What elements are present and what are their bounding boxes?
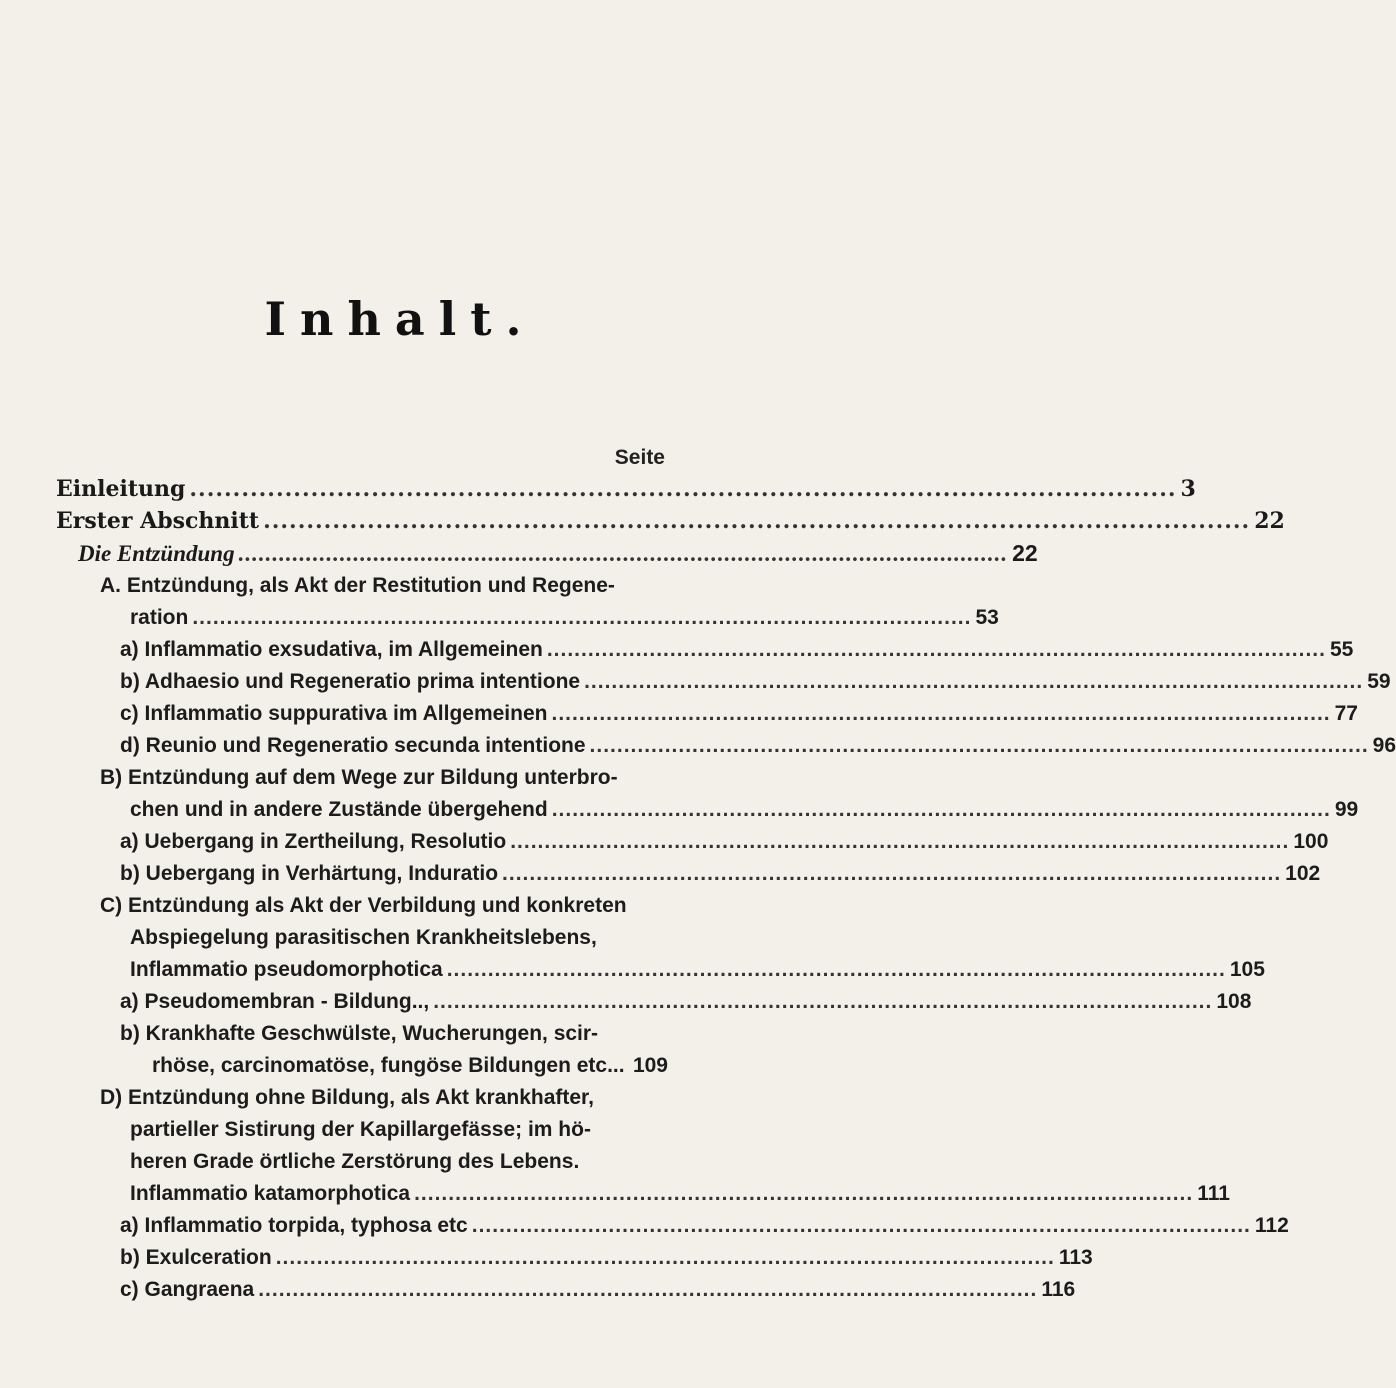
leader-dots: ..................................................................................................................: [258, 1278, 1038, 1301]
toc-entry-text: chen und in andere Zustände übergehend: [130, 798, 548, 821]
toc-entry-text: partieller Sistirung der Kapillargefässe; im hö-: [130, 1118, 591, 1141]
toc-entry-text: ration: [130, 606, 189, 629]
leader-dots: ..................................................................................................................: [238, 541, 1009, 566]
toc-entry-page: 102: [1285, 862, 1321, 885]
toc-entry-text: Abspiegelung parasitischen Krankheitslebens,: [130, 926, 597, 949]
toc-entry-page: 116: [1041, 1278, 1076, 1301]
toc-entry-erster-abschnitt: [56, 508, 1285, 534]
toc-entry-text: Inflammatio pseudomorphotica: [130, 958, 443, 981]
toc-entry-einleitung: [56, 476, 1196, 502]
leader-dots: ..................................................................................................................: [263, 508, 1251, 534]
toc-entry-page: 22: [1254, 508, 1285, 534]
toc-entry-text: c) Gangraena: [120, 1278, 255, 1301]
leader-dots: ..................................................................................................................: [471, 1214, 1251, 1237]
leader-dots: ..................................................................................................................: [275, 1246, 1055, 1269]
toc-entry-text: Inflammatio katamorphotica: [130, 1182, 411, 1205]
toc-entry-page: 108: [1216, 990, 1252, 1013]
toc-entry-text: a) Inflammatio torpida, typhosa etc: [120, 1214, 468, 1237]
leader-dots: ..................................................................................................................: [414, 1182, 1194, 1205]
toc-entry-text: c) Inflammatio suppurativa im Allgemeinen: [120, 702, 548, 725]
toc-entry-page: 3: [1180, 476, 1196, 502]
toc-entry-page: 99: [1334, 798, 1359, 821]
leader-dots: ..................................................................................................................: [502, 862, 1282, 885]
page-title: Inhalt.: [264, 292, 536, 346]
toc-entry-text: d) Reunio und Regeneratio secunda intentione: [120, 734, 586, 757]
toc-entry-text: Erster Abschnitt: [56, 508, 260, 534]
toc-entry-text: heren Grade örtliche Zerstörung des Lebens.: [130, 1150, 580, 1173]
toc-entry-page: 100: [1293, 830, 1329, 853]
toc-entry-text: Die Entzündung: [78, 541, 235, 566]
toc-entry-page: 109: [632, 1054, 668, 1077]
leader-dots: ..................................................................................................................: [510, 830, 1290, 853]
leader-dots: ..................................................................................................................: [551, 798, 1331, 821]
toc-entry-text: B) Entzündung auf dem Wege zur Bildung unterbro-: [100, 766, 618, 789]
toc-entry-page: 112: [1254, 1214, 1289, 1237]
leader-dots: ..................................................................................................................: [584, 670, 1364, 693]
toc-entry-text: a) Uebergang in Zertheilung, Resolutio: [120, 830, 507, 853]
toc-entry-page: 113: [1058, 1246, 1093, 1269]
leader-dots: ..................................................................................................................: [589, 734, 1369, 757]
toc-entry-text: A. Entzündung, als Akt der Restitution und Regene-: [100, 574, 615, 597]
toc-entry-text: Einleitung: [56, 476, 186, 502]
toc-entry-text: a) Pseudomembran - Bildung..,: [120, 990, 430, 1013]
toc-entry-page: 55: [1329, 638, 1354, 661]
toc-entry-page: 53: [975, 606, 999, 629]
leader-dots: ..................................................................................................................: [433, 990, 1213, 1013]
toc-entry-text: b) Krankhafte Geschwülste, Wucherungen, scir-: [120, 1022, 599, 1045]
toc-entry-page: 59: [1367, 670, 1391, 693]
toc-entry-page: 22: [1012, 540, 1038, 566]
seite-column-header: Seite: [614, 446, 665, 469]
toc-entry-text: b) Adhaesio und Regeneratio prima intentione: [120, 670, 581, 693]
leader-dots: ..................................................................................................................: [189, 476, 1177, 502]
leader-dots: ..................................................................................................................: [551, 702, 1331, 725]
toc-entry-text: C) Entzündung als Akt der Verbildung und konkreten: [100, 894, 627, 917]
toc-entry-text: a) Inflammatio exsudativa, im Allgemeinen: [120, 638, 543, 661]
toc-entry-text: b) Exulceration: [120, 1246, 272, 1269]
toc-entry-page: 111: [1197, 1182, 1230, 1205]
toc-entry-die-entzuendung: [78, 540, 1038, 567]
toc-entry-page: 96: [1372, 734, 1396, 757]
toc-entry-text: rhöse, carcinomatöse, fungöse Bildungen etc...: [152, 1054, 625, 1077]
leader-dots: ..................................................................................................................: [192, 606, 972, 629]
leader-dots: ..................................................................................................................: [546, 638, 1326, 661]
toc-entry-page: 105: [1229, 958, 1265, 981]
toc-entry-text: D) Entzündung ohne Bildung, als Akt krankhafter,: [100, 1086, 594, 1109]
toc-entry-page: 77: [1334, 702, 1358, 725]
leader-dots: ..................................................................................................................: [446, 958, 1226, 981]
toc-entry-text: b) Uebergang in Verhärtung, Induratio: [120, 862, 499, 885]
